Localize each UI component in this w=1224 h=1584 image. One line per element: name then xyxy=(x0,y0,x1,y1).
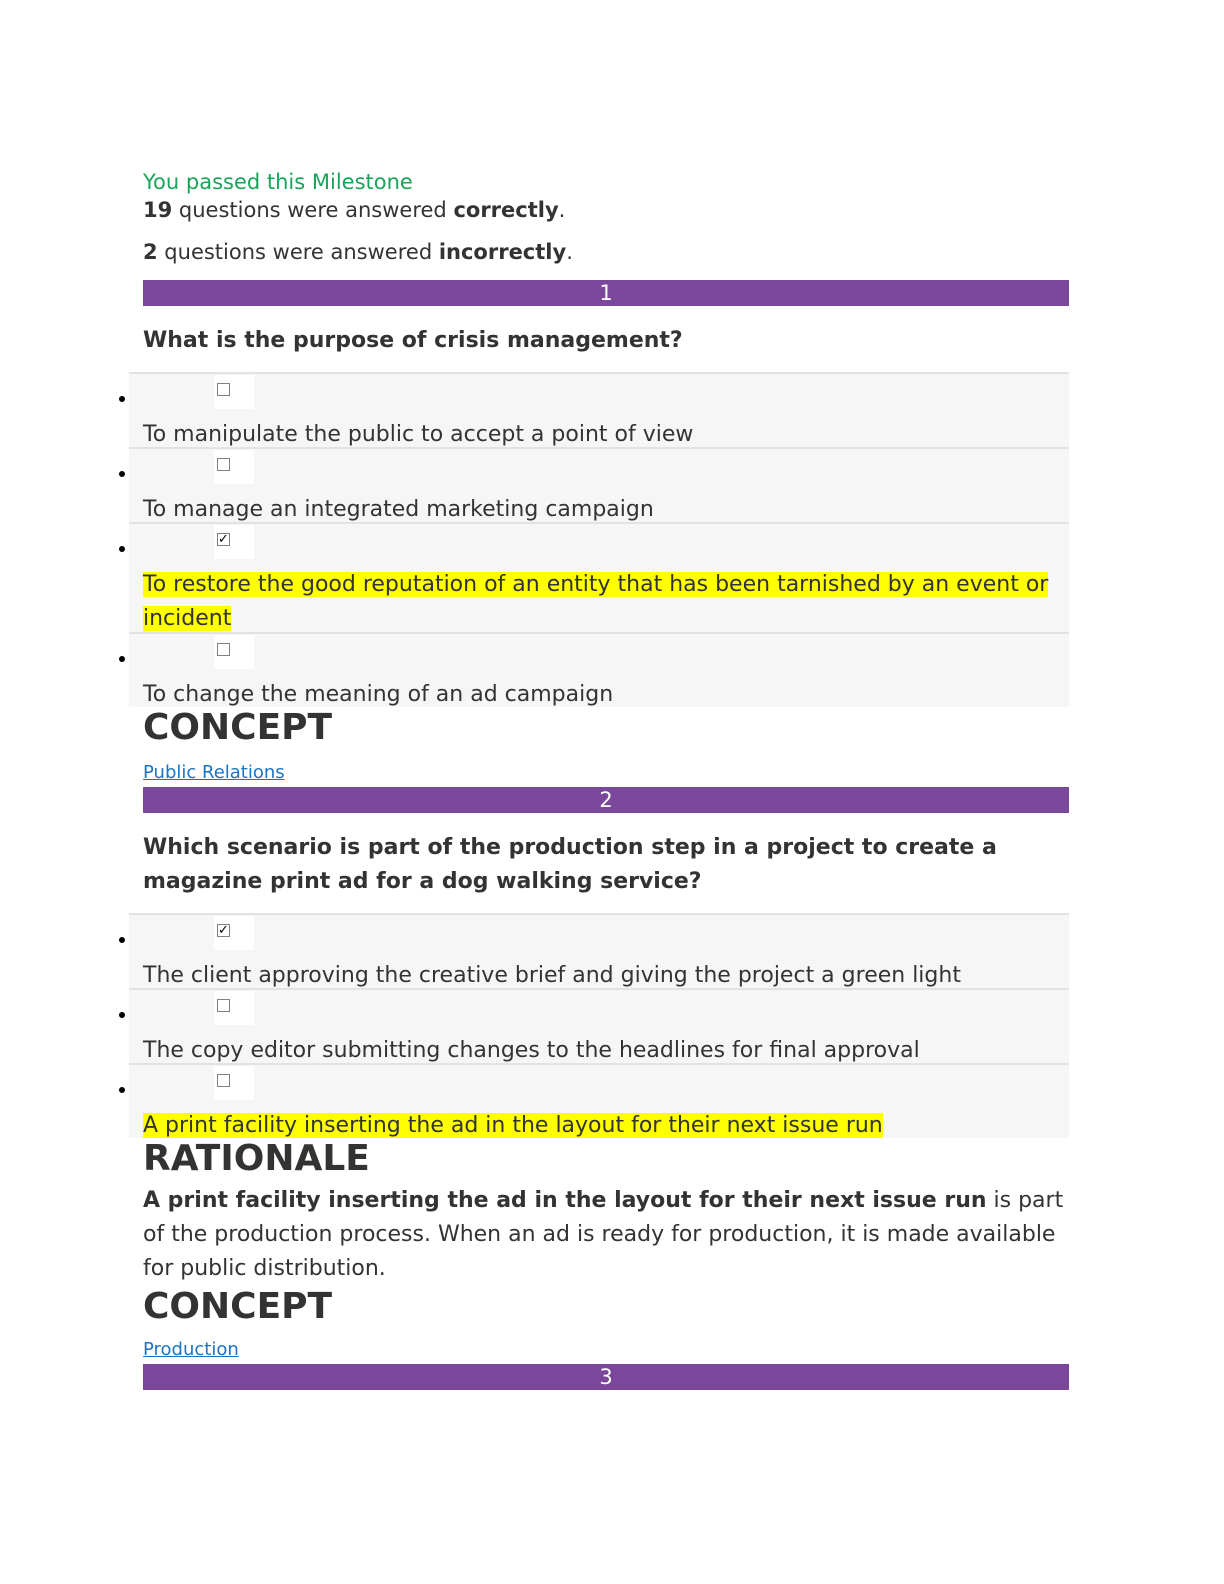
checkbox[interactable] xyxy=(217,999,230,1012)
answer-choice xyxy=(129,988,1069,1063)
bullet xyxy=(119,937,125,943)
incorrect-word: incorrectly xyxy=(438,240,567,264)
concept-heading: CONCEPT xyxy=(143,1286,333,1327)
concept-link[interactable]: Public Relations xyxy=(143,762,285,783)
correct-summary-text: questions were answered xyxy=(172,198,454,222)
choice-text: To manage an integrated marketing campaign xyxy=(143,497,654,522)
checkbox-checked[interactable]: ✓ xyxy=(218,532,229,547)
bullet xyxy=(119,471,125,477)
answer-choices xyxy=(129,913,1069,1138)
concept-heading: CONCEPT xyxy=(143,707,333,748)
choice-text-highlighted xyxy=(143,524,1069,636)
question-number-bar: 2 xyxy=(143,787,1069,813)
choice-text: The copy editor submitting changes to the headlines for final approval xyxy=(143,1038,920,1063)
checkbox[interactable] xyxy=(217,383,230,396)
bullet xyxy=(119,1087,125,1093)
correct-count: 19 xyxy=(143,198,173,222)
bullet xyxy=(119,1012,125,1018)
question-text: What is the purpose of crisis management? xyxy=(143,328,683,353)
correct-word: correctly xyxy=(453,198,559,222)
rationale-bold: A print facility inserting the ad in the layout for their next issue run xyxy=(143,1188,987,1213)
highlighted-answer: A print facility inserting the ad in the layout for their next issue run xyxy=(143,1113,883,1138)
answer-choices xyxy=(129,372,1069,707)
checkbox[interactable] xyxy=(217,643,230,656)
question-number-bar: 3 xyxy=(143,1364,1069,1390)
choice-text: To change the meaning of an ad campaign xyxy=(143,682,614,707)
period: . xyxy=(558,198,566,222)
choice-text-highlighted xyxy=(143,1065,1069,1143)
bullet xyxy=(119,546,125,552)
answer-choice xyxy=(129,632,1069,707)
checkbox[interactable] xyxy=(217,1074,230,1087)
answer-choice xyxy=(129,372,1069,447)
bullet xyxy=(119,656,125,662)
rationale-heading: RATIONALE xyxy=(143,1138,370,1179)
answer-choice xyxy=(129,522,1069,632)
question-number-bar: 1 xyxy=(143,280,1069,306)
checkbox[interactable] xyxy=(217,458,230,471)
answer-choice xyxy=(129,447,1069,522)
answer-choice xyxy=(129,913,1069,988)
answer-choice xyxy=(129,1063,1069,1138)
incorrect-summary xyxy=(143,238,1069,266)
pass-status: You passed this Milestone xyxy=(143,170,413,194)
period: . xyxy=(566,240,573,264)
checkbox-checked[interactable]: ✓ xyxy=(218,923,229,938)
rationale-rest: is part of the production process. When an ad is ready for production, it is made available for public distribution. xyxy=(143,1188,1064,1281)
incorrect-count: 2 xyxy=(143,240,158,264)
correct-summary xyxy=(143,196,1069,224)
bullet xyxy=(119,396,125,402)
concept-link[interactable]: Production xyxy=(143,1339,239,1360)
choice-text: To manipulate the public to accept a point of view xyxy=(143,422,694,447)
milestone-results xyxy=(143,168,1069,1390)
choice-text: The client approving the creative brief and giving the project a green light xyxy=(143,963,961,988)
rationale-text xyxy=(143,1184,1069,1286)
incorrect-summary-text: questions were answered xyxy=(157,240,439,264)
highlighted-answer: To restore the good reputation of an entity that has been tarnished by an event or incident xyxy=(143,572,1049,631)
question-text: Which scenario is part of the production step in a project to create a magazine print ad for a dog walking service? xyxy=(143,835,997,894)
